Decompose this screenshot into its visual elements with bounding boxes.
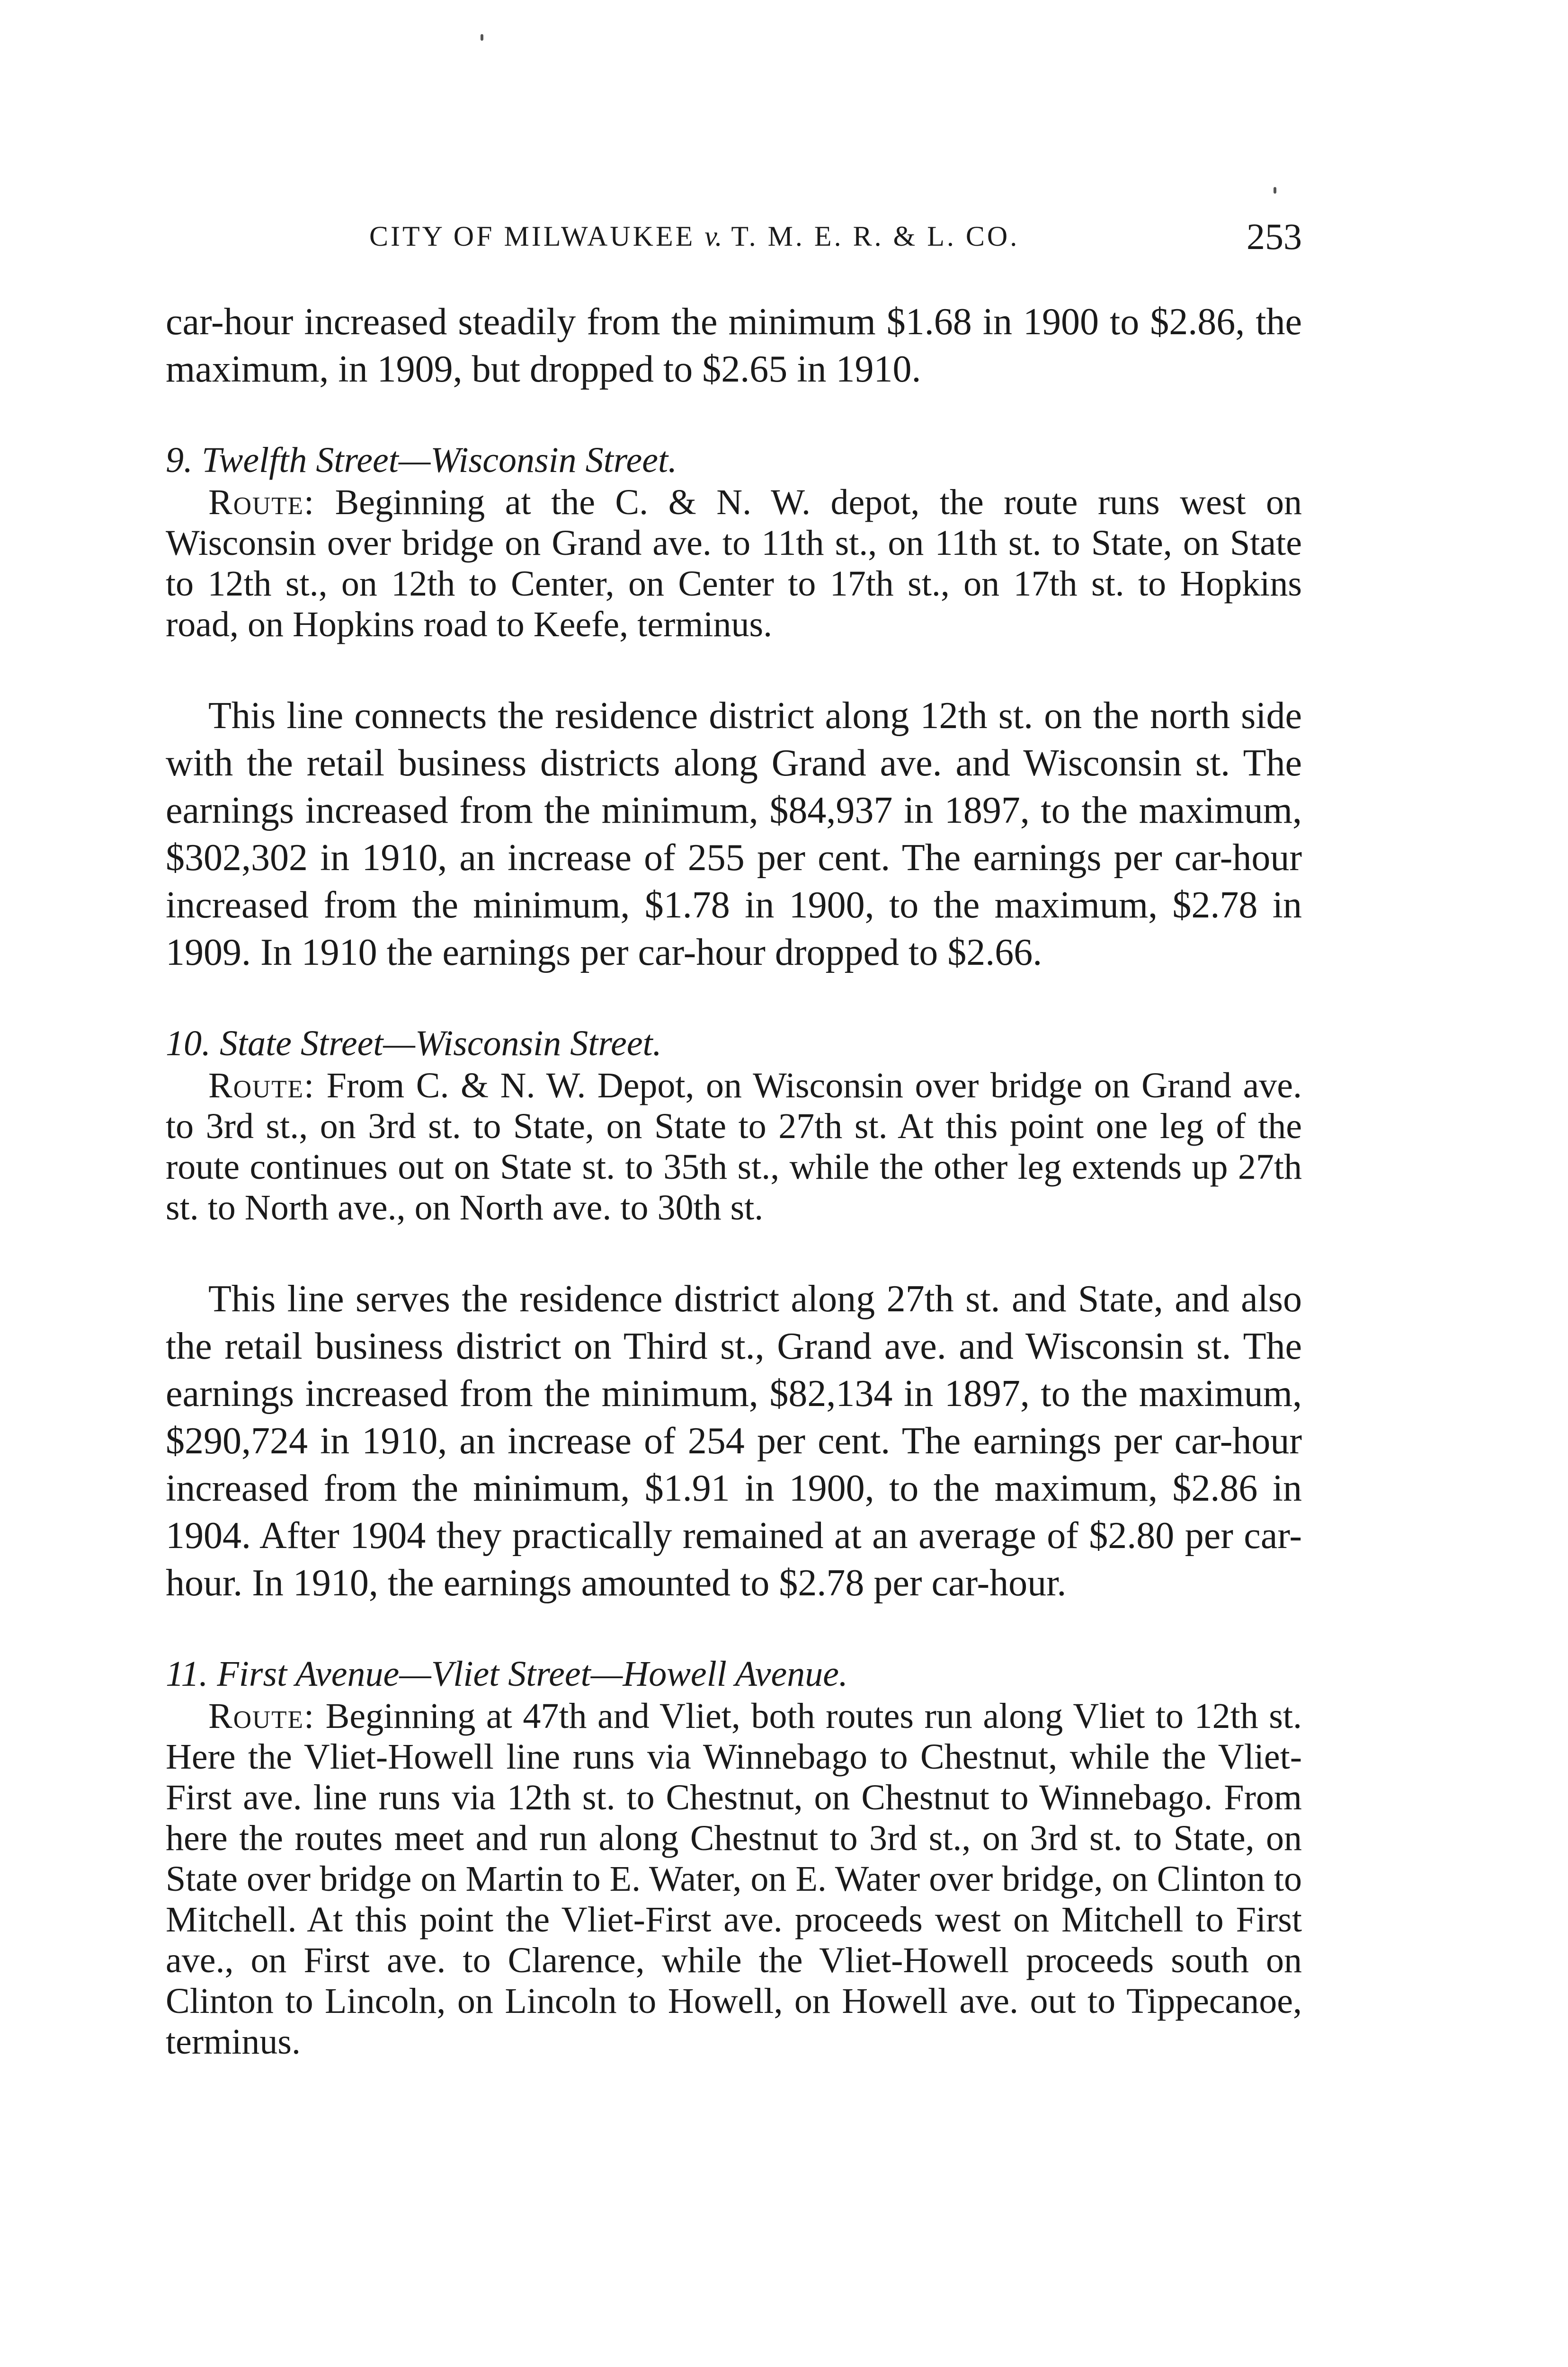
section-number: 10. [166,1023,211,1063]
route-label: Route: [208,482,315,522]
route-paragraph-11 [166,1696,1302,2062]
section-number: 11. [166,1654,208,1694]
running-head [166,215,1302,258]
section-heading-11 [166,1652,1302,1696]
route-paragraph-9 [166,482,1302,645]
continuation-paragraph: car-hour increased steadily from the minimum $1.68 in 1900 to $2.86, the maximum, in 1909, but dropped to $2.65 in 1910. [166,301,1302,390]
narrative-paragraph-9: This line connects the residence district along 12th st. on the north side with the retail business districts along Grand ave. and Wisconsin st. The earnings increased from the minimum, $84,937 in 1897, to the maximum, $302,302 in 1910, an increase of 255 per cent. The earnings per car-hour increased from the minimum, $1.78 in 1900, to the maximum, $2.78 in 1909. In 1910 the earnings per car-hour dropped to $2.66. [166,695,1302,973]
route-label: Route: [208,1066,315,1105]
route-label: Route: [208,1696,315,1736]
section-title: Twelfth Street—Wisconsin Street. [202,440,677,480]
section-heading-10 [166,1022,1302,1065]
route-text: From C. & N. W. Depot, on Wisconsin over bridge on Grand ave. to 3rd st., on 3rd st. to State, on State to 27th st. At this point one leg of the route continues out on State st. to 35th st., while the other leg extends up 27th st. to North ave., on North ave. to 30th st. [166,1066,1302,1228]
running-title-parties-right: T. M. E. R. & L. CO. [731,221,1020,252]
running-title-versus: v. [704,221,722,252]
section-title: State Street—Wisconsin Street. [220,1023,662,1063]
running-title-parties-left: CITY OF MILWAUKEE [369,221,695,252]
section-number: 9. [166,440,193,480]
scan-speck [1274,187,1276,194]
route-text: Beginning at 47th and Vliet, both routes run along Vliet to 12th st. Here the Vliet-Howell line runs via Winnebago to Chestnut, while the Vliet-First ave. line runs via 12th st. to Chestnut, on Chestnut to Winnebago. From here the routes meet and run along Chestnut to 3rd st., on 3rd st. to State, on State over bridge on Martin to E. Water, on E. Water over bridge, on Clinton to Mitchell. At this point the Vliet-First ave. proceeds west on Mitchell to First ave., on First ave. to Clarence, while the Vliet-Howell proceeds south on Clinton to Lincoln, on Lincoln to Howell, on Howell ave. out to Tippecanoe, terminus. [166,1696,1302,2062]
route-text: Beginning at the C. & N. W. depot, the route runs west on Wisconsin over bridge on Grand ave. to 11th st., on 11th st. to State, on State to 12th st., on 12th to Center, on Center to 17th st., on 17th st. to Hopkins road, on Hopkins road to Keefe, terminus. [166,482,1302,644]
route-paragraph-10 [166,1065,1302,1228]
section-heading-9 [166,438,1302,482]
page-body [166,298,1302,2062]
page-number: 253 [1247,216,1302,257]
running-title [369,220,1019,253]
narrative-paragraph-10: This line serves the residence district along 27th st. and State, and also the retail business district on Third st., Grand ave. and Wisconsin st. The earnings increased from the minimum, $82,134 in 1897, to the maximum, $290,724 in 1910, an increase of 254 per cent. The earnings per car-hour increased from the minimum, $1.91 in 1900, to the maximum, $2.86 in 1904. After 1904 they practically remained at an average of $2.80 per car-hour. In 1910, the earnings amounted to $2.78 per car-hour. [166,1278,1302,1604]
section-title: First Avenue—Vliet Street—Howell Avenue. [217,1654,848,1694]
scan-speck [481,34,483,41]
